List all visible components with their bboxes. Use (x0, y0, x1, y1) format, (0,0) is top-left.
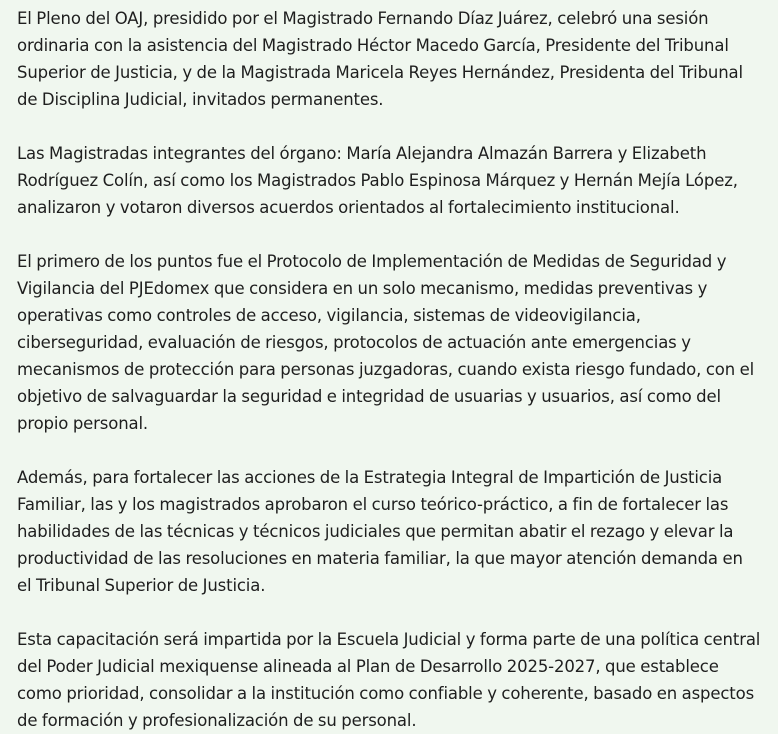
paragraph-members: Las Magistradas integrantes del órgano: María Alejandra Almazán Barrera y Elizabeth Rodríguez Colín, así como los Magistrados Pablo Espinosa Márquez y Hernán Mejía López, analizaron y votaron diversos acuerdos orientados al fortalecimiento institucional. (17, 144, 738, 217)
paragraph-training: Esta capacitación será impartida por la Escuela Judicial y forma parte de una política central del Poder Judicial mexiquense alineada al Plan de Desarrollo 2025-2027, que establece como prioridad, consolidar a la institución como confiable y coherente, basado en aspectos de formación y profesionalización de su personal. (17, 630, 761, 730)
paragraph-family-justice-course: Además, para fortalecer las acciones de la Estrategia Integral de Impartición de Justicia Familiar, las y los magistrados aprobaron el curso teórico-práctico, a fin de fortalecer las habilidades de las técnicas y técnicos judiciales que permitan abatir el rezago y elevar la productividad de las resoluciones en materia familiar, la que mayor atención demanda en el Tribunal Superior de Justicia. (17, 468, 743, 595)
paragraph-security-protocol: El primero de los puntos fue el Protocolo de Implementación de Medidas de Seguridad y Vigilancia del PJEdomex que considera en un solo mecanismo, medidas preventivas y operativas como controles de acceso, vigilancia, sistemas de videovigilancia, ciberseguridad, evaluación de riesgos, protocolos de actuación ante emergencias y mecanismos de protección para personas juzgadoras, cuando exista riesgo fundado, con el objetivo de salvaguardar la seguridad e integridad de usuarias y usuarios, así como del propio personal. (17, 252, 755, 433)
paragraph-session: El Pleno del OAJ, presidido por el Magistrado Fernando Díaz Juárez, celebró una sesión ordinaria con la asistencia del Magistrado Héctor Macedo García, Presidente del Tribunal Superior de Justicia, y de la Magistrada Maricela Reyes Hernández, Presidenta del Tribunal de Disciplina Judicial, invitados permanentes. (17, 9, 743, 109)
